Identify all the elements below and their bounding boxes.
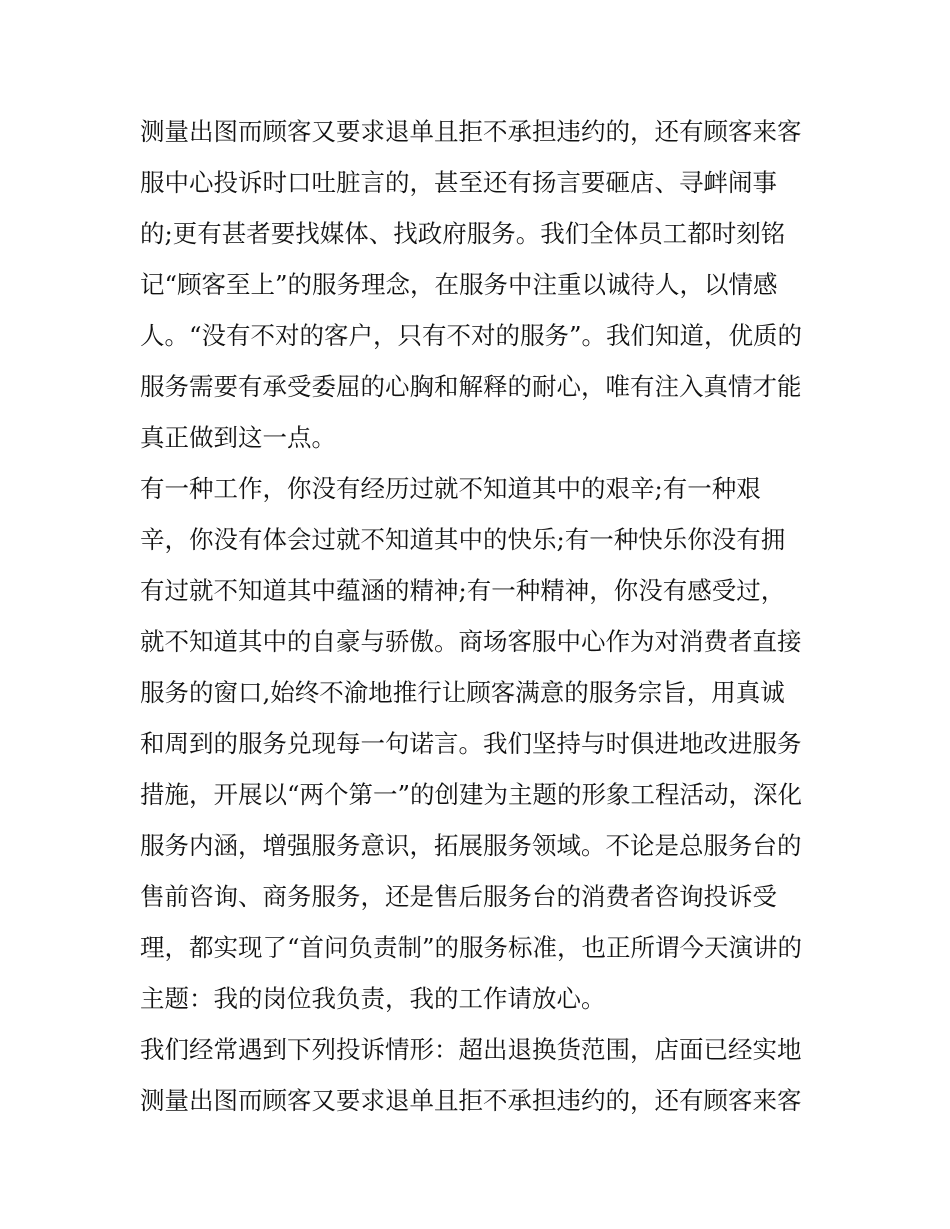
text-line: 售前咨询、商务服务，还是售后服务台的消费者咨询投诉受 xyxy=(140,882,777,911)
text-line: 有过就不知道其中蕴涵的精神;有一种精神，你没有感受过， xyxy=(140,576,786,605)
text-line: 服务内涵，增强服务意识，拓展服务领域。不论是总服务台的 xyxy=(140,831,802,860)
text-line: 服务需要有承受委屈的心胸和解释的耐心，唯有注入真情才能 xyxy=(140,372,802,401)
text-line: 记“顾客至上”的服务理念，在服务中注重以诚待人，以情感 xyxy=(140,270,778,299)
text-line: 就不知道其中的自豪与骄傲。商场客服中心作为对消费者直接 xyxy=(140,627,802,656)
text-line: 服务的窗口,始终不渝地推行让顾客满意的服务宗旨，用真诚 xyxy=(140,678,785,707)
paragraph-3 xyxy=(140,1024,820,1126)
text-line: 措施，开展以“两个第一”的创建为主题的形象工程活动，深化 xyxy=(140,780,803,809)
text-line: 人。“没有不对的客户，只有不对的服务”。我们知道，优质的 xyxy=(140,321,803,350)
text-line: 理，都实现了“首问负责制”的服务标准，也正所谓今天演讲的 xyxy=(140,933,803,962)
text-line: 我们经常遇到下列投诉情形：超出退换货范围，店面已经实地 xyxy=(140,1035,802,1064)
paragraph-1 xyxy=(140,106,820,463)
text-line: 测量出图而顾客又要求退单且拒不承担违约的，还有顾客来客 xyxy=(140,1086,802,1115)
text-line: 服中心投诉时口吐脏言的，甚至还有扬言要砸店、寻衅闹事 xyxy=(140,168,777,197)
text-line: 有一种工作，你没有经历过就不知道其中的艰辛;有一种艰 xyxy=(140,474,761,503)
text-line: 真正做到这一点。 xyxy=(140,423,336,452)
text-line: 主题：我的岗位我负责，我的工作请放心。 xyxy=(140,984,606,1013)
paragraph-2 xyxy=(140,463,820,1024)
text-line: 和周到的服务兑现每一句诺言。我们坚持与时俱进地改进服务 xyxy=(140,729,802,758)
text-line: 辛，你没有体会过就不知道其中的快乐;有一种快乐你没有拥 xyxy=(140,525,786,554)
text-line: 的;更有甚者要找媒体、找政府服务。我们全体员工都时刻铭 xyxy=(140,219,786,248)
document-body xyxy=(140,106,820,1126)
text-line: 测量出图而顾客又要求退单且拒不承担违约的，还有顾客来客 xyxy=(140,117,802,146)
